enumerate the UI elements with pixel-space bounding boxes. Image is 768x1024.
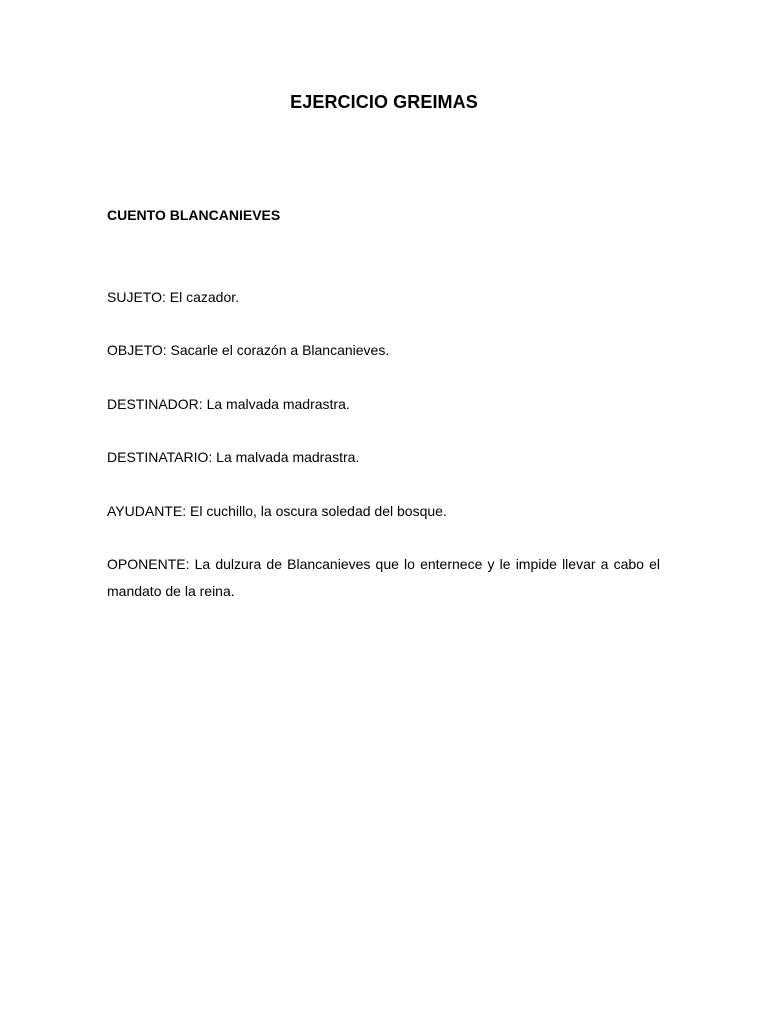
document-subtitle: CUENTO BLANCANIEVES xyxy=(107,207,281,223)
entry-value: La malvada madrastra. xyxy=(216,449,360,465)
document-title: EJERCICIO GREIMAS xyxy=(290,92,478,112)
entry-oponente xyxy=(107,551,660,605)
entry-label: OPONENTE: xyxy=(107,556,190,572)
entry-destinatario xyxy=(107,444,660,471)
entry-value: La malvada madrastra. xyxy=(206,396,350,412)
entry-objeto xyxy=(107,337,660,364)
entry-value: El cuchillo, la oscura soledad del bosque. xyxy=(189,503,447,519)
entry-label: DESTINATARIO: xyxy=(107,449,213,465)
entry-label: DESTINADOR: xyxy=(107,396,203,412)
entry-value: La dulzura de Blancanieves que lo enternece y le impide llevar a cabo el mandato de la reina. xyxy=(107,556,661,599)
entry-value: Sacarle el corazón a Blancanieves. xyxy=(170,342,390,358)
entry-label: OBJETO: xyxy=(107,342,167,358)
entry-value: El cazador. xyxy=(169,289,240,305)
entry-destinador xyxy=(107,391,660,418)
entry-ayudante xyxy=(107,498,660,525)
entry-sujeto xyxy=(107,284,660,311)
entry-label: SUJETO: xyxy=(107,289,166,305)
entry-label: AYUDANTE: xyxy=(107,503,187,519)
